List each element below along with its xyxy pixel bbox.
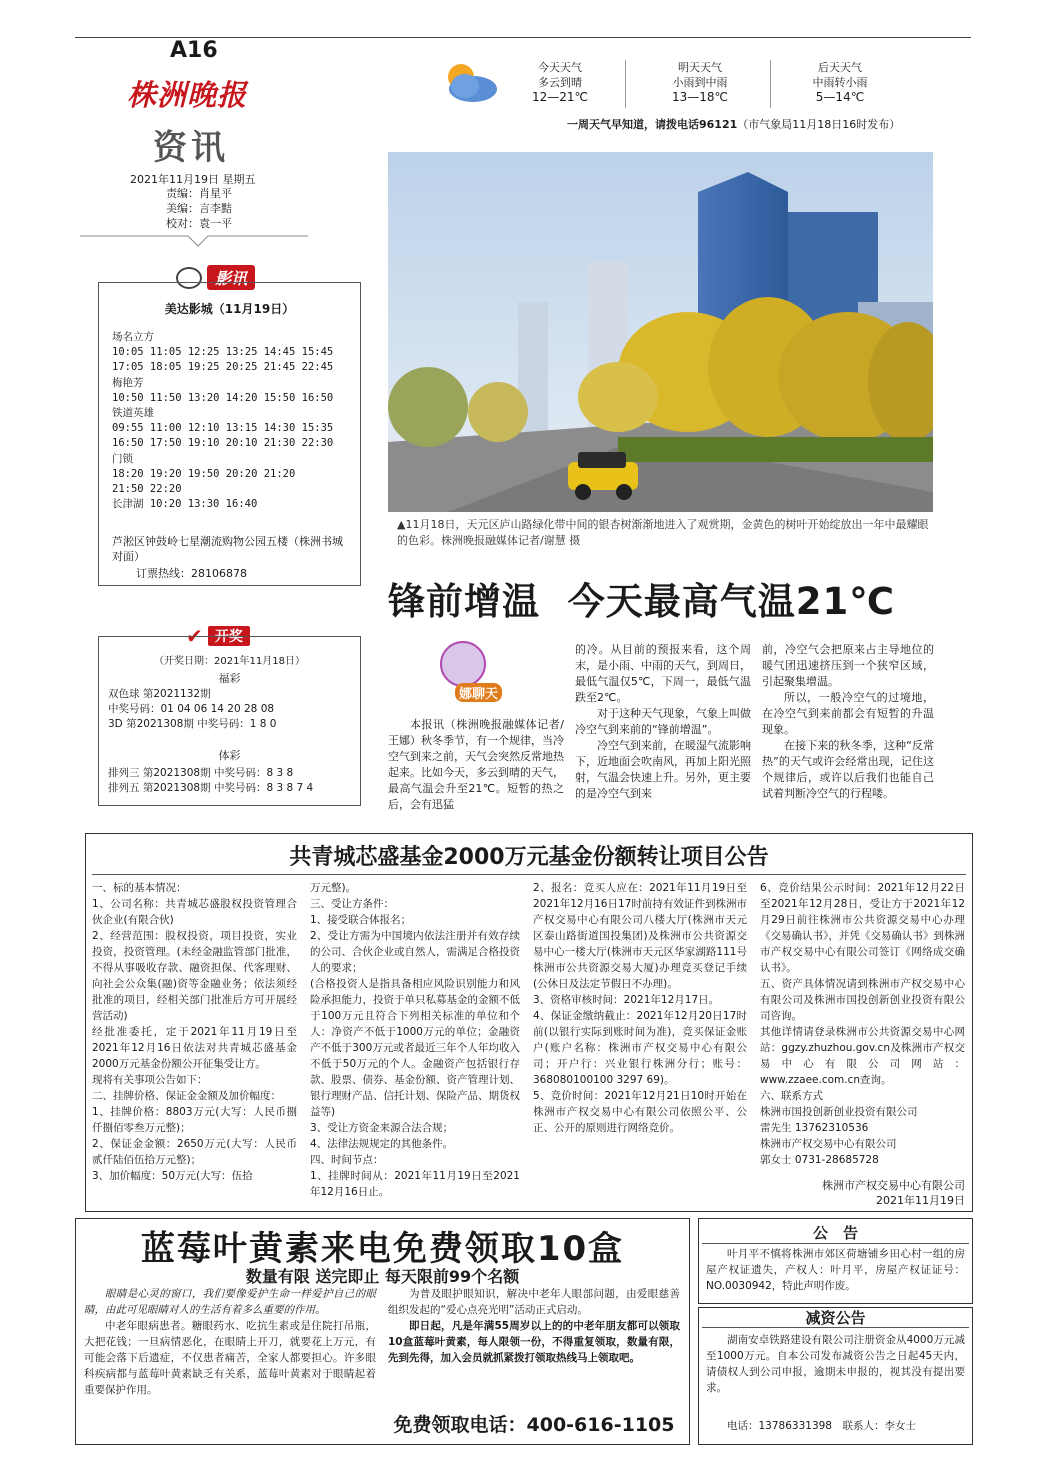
fund-title-rule xyxy=(92,874,966,875)
lottery-badge-label: 开奖 xyxy=(208,626,250,646)
check-icon: ✔ xyxy=(186,624,203,648)
weather-today-label: 今天天气 xyxy=(538,61,582,74)
cinema-title: 美达影城（11月19日） xyxy=(164,302,295,316)
fund-notice-title: 共青城芯盛基金2000万元基金份额转让项目公告 xyxy=(289,845,769,870)
notice2-rule xyxy=(702,1327,969,1328)
ad-right-p2: 即日起，凡是年满55周岁以上的的中老年朋友都可以领取10盒蓝莓叶黄素，每人限领一份，不得重复领取，数量有限，先到先得，加入会员就抓紧拨打领取热线马上领取吧。 xyxy=(388,1320,680,1364)
editor-credit: 责编：肖星平 xyxy=(166,187,232,200)
weather-divider xyxy=(770,60,771,108)
weather-after xyxy=(790,60,890,104)
weather-after-label: 后天天气 xyxy=(818,61,862,74)
photo-caption: ▲11月18日，天元区庐山路绿化带中间的银杏树渐渐地进入了观赏期，金黄色的树叶开始绽放出一年中最耀眼的色彩。株洲晚报融媒体记者/谢慧 摄 xyxy=(397,518,929,547)
ticai-title: 体彩 xyxy=(218,749,241,762)
weather-after-temp: 5—14℃ xyxy=(815,90,865,104)
ticai-results: 排列三 第2021308期 中奖号码：8 3 8 排列五 第2021308期 中奖号码：8 3 8 7 4 xyxy=(108,767,314,794)
story-col-3 xyxy=(762,642,934,802)
ad-right-text xyxy=(388,1286,680,1366)
notice1-rule xyxy=(702,1243,969,1244)
fund-sign-org: 株洲市产权交易中心有限公司 xyxy=(822,1179,965,1192)
designer-credit: 美编：言李黠 xyxy=(166,202,232,215)
notice2-body: 湖南安卓铁路建设有限公司注册资金从4000万元减至1000万元。自本公司发布减资公告之日起45天内，请债权人到公司申报，逾期未申报的，视其没有提出要求。 xyxy=(706,1334,965,1394)
cinema-hotline: 订票热线：28106878 xyxy=(136,567,247,580)
fund-col-2: 万元整)。 三、受让方条件： 1、接受联合体报名； 2、受让方需为中国境内依法注册并有效存续的公司、合伙企业或自然人，需满足合格投资人的要求； (合格投资人是指具备相应风险识别能力和风险承担能力，投资于单只私募基金的金额不低于100万元且符合下列相关标准的单位和个人：净资产不低于1000万元的单位；金融资产不低于300万元或者最近三年个人年均收入不低于50万元的个人。金融资产包括银行存款、股票、债券、基金份额、资产管理计划、银行理财产品、信托计划、保险产品、期货权益等) 3、受让方资金来源合法合规； 4、法律法规规定的其他条件。 四、时间节点： 1、挂牌时间从：2021年11月19日至2021年12月16日止。 xyxy=(310,882,520,1198)
ad-phone: 免费领取电话：400-616-1105 xyxy=(393,1414,675,1436)
weather-today-temp: 12—21℃ xyxy=(531,90,588,104)
cinema-badge-label: 影讯 xyxy=(207,265,255,290)
story-col-1 xyxy=(388,717,564,813)
ad-left-text xyxy=(84,1286,376,1398)
ad-subheadline: 数量有限 送完即止 每天限前99个名额 xyxy=(245,1267,520,1286)
cloudy-sun-icon xyxy=(437,55,501,107)
weather-tomorrow xyxy=(650,60,750,104)
column-badge: 娜聊天 xyxy=(455,683,502,702)
paper-logo: 株洲晚报 xyxy=(127,78,248,112)
masthead-pointer xyxy=(80,228,380,248)
story-p7: 在接下来的秋冬季，这种“反常热”的天气或许会经常出现，记住这个规律后，或许以后我们也能自己试着判断冷空气的行程喽。 xyxy=(762,739,934,800)
proofreader-credit: 校对：袁一平 xyxy=(166,217,232,230)
fund-sign-date: 2021年11月19日 xyxy=(876,1194,965,1207)
weather-tomorrow-temp: 13—18℃ xyxy=(671,90,728,104)
weather-after-cond: 中雨转小雨 xyxy=(812,76,868,89)
fund-col-4: 6、竞价结果公示时间：2021年12月22日至2021年12月28日，受让方于2021年12月29日前往株洲市公共资源交易中心办理《交易确认书》，并凭《交易确认书》到株洲市产权交易中心有限公司签订《网络成交确认书》。 五、资产具体情况请到株洲市产权交易中心有限公司及株洲市国投创新创业投资有限公司咨询。 其他详情请登录株洲市公共资源交易中心网站：ggzy.zhuzhou.gov.cn及株洲市产权交易中心有限公司网站：www.zzaee.com.cn查询。 六、联系方式 株洲市国投创新创业投资有限公司 雷先生 13762310536 株洲市产权交易中心有限公司 郭女士 0731-28685728 xyxy=(760,882,965,1166)
page-number: A16 xyxy=(170,38,218,63)
weather-hotline-text: 一周天气早知道，请拨电话96121 xyxy=(567,118,738,131)
story-p4: 冷空气到来前，在暖湿气流影响下，近地面会吹南风，再加上阳光照射，气温会快速上升。另外，更主要的是冷空气到来 xyxy=(575,739,751,800)
cinema-listing: 场名立方 10:05 11:05 12:25 13:25 14:45 15:45 17:05 18:05 19:25 20:25 21:45 22:45 梅艳芳 10:50 11:50 13:20 14:20 15:50 16:50 铁道英雄 09:55 11:00 12:10 13:15 14:30 15:35 16:50 17:50 19:10 20:10 21:30 22:30 门锁 18:20 19:20 19:50 20:20 21:20 21:50 22:20 长津湖 10:20 13:30 16:40 xyxy=(112,331,334,511)
story-col-2 xyxy=(575,642,751,802)
fund-col-1: 一、标的基本情况： 1、公司名称：共青城芯盛股权投资管理合伙企业(有限合伙) 2、经营范围：股权投资，项目投资，实业投资，投资管理。(未经金融监管部门批准，不得从事吸收存款、融资担保、代客理财、向社会公众集(融)资等金融业务；依法须经批准的项目，经相关部门批准后方可开展经营活动) 经批准委托，定于2021年11月19日至2021年12月16日依法对共青城芯盛基金2000万元基金份额公开征集受让方。 现将有关事项公告如下： 二、挂牌价格、保证金金额及加价幅度： 1、挂牌价格：8803万元(大写：人民币捌仟捌佰零叁万元整)； 2、保证金金额：2650万元(大写：人民币贰仟陆佰伍拾万元整)； 3、加价幅度：50万元(大写：伍拾 xyxy=(92,882,297,1182)
ad-right-p1: 为普及眼护眼知识，解决中老年人眼部问题，由爱眼慈善组织发起的“爱心点亮光明”活动正式启动。 xyxy=(388,1288,680,1316)
weather-today-cond: 多云到晴 xyxy=(538,76,582,89)
story-p2: 的冷。从目前的预报来看，这个周末，是小雨、中雨的天气，到周日，最低气温仅5℃，下周一，最低气温跌至2℃。 xyxy=(575,643,751,704)
notice1-title: 公 告 xyxy=(812,1224,858,1242)
lottery-date: （开奖日期：2021年11月18日） xyxy=(154,656,305,667)
story-p5: 前，冷空气会把原来占主导地位的暖气团迅速挤压到一个狭窄区域，引起聚集增温。 xyxy=(762,643,934,688)
story-p6: 所以，一般冷空气的过境地，在冷空气到来前都会有短暂的升温现象。 xyxy=(762,691,934,736)
fucai-title: 福彩 xyxy=(218,672,241,685)
cinema-address: 芦淞区钟鼓岭七星潮流购物公园五楼（株洲书城对面） xyxy=(112,535,343,563)
story-p1: 本报讯（株洲晚报融媒体记者/王娜）秋冬季节，有一个规律，当冷空气到来之前，天气会突然反常地热起来。比如今天，多云到晴的天气，最高气温会升至21℃。短暂的热之后，会有迅猛 xyxy=(388,718,564,811)
weather-hotline xyxy=(567,117,900,132)
weather-divider xyxy=(625,60,626,108)
ad-headline: 蓝莓叶黄素来电免费领取10盒 xyxy=(140,1229,625,1269)
story-p3: 对于这种天气现象，气象上叫做冷空气到来前的“锋前增温”。 xyxy=(575,707,751,736)
weather-tomorrow-cond: 小雨到中雨 xyxy=(672,76,728,89)
weather-today xyxy=(515,60,605,104)
columnist-avatar xyxy=(440,641,486,687)
fucai-results: 双色球 第2021132期 中奖号码：01 04 06 14 20 28 08 3D 第2021308期 中奖号码：1 8 0 xyxy=(108,688,277,730)
weather-tomorrow-label: 明天天气 xyxy=(678,61,722,74)
notice2-contact: 电话：13786331398 联系人：李女士 xyxy=(727,1420,916,1432)
notice2-title: 减资公告 xyxy=(805,1309,866,1327)
notice1-body: 叶月平不慎将株洲市郊区荷塘铺乡田心村一组的房屋产权证遗失，产权人：叶月平，房屋产权证证号：NO.0030942，特此声明作废。 xyxy=(706,1248,965,1292)
story-headline: 锋前增温 今天最高气温21℃ xyxy=(388,580,896,623)
weather-source: （市气象局11月18日16时发布） xyxy=(737,118,901,131)
ginkgo-street-photo xyxy=(388,152,933,512)
section-title: 资讯 xyxy=(153,128,229,168)
ad-left-p1: 眼睛是心灵的窗口，我们要像爱护生命一样爱护自己的眼睛，由此可见眼睛对人的生活有着多么重要的作用。 xyxy=(84,1288,376,1316)
issue-date: 2021年11月19日 星期五 xyxy=(130,173,256,186)
fund-col-3: 2、报名：竞买人应在：2021年11月19日至2021年12月16日17时前持有效证件到株洲市产权交易中心有限公司八楼大厅(株洲市天元区泰山路街道国投集团)及株洲市公共资源交易中心一楼大厅(株洲市天元区华家湖路111号株洲市公共资源交易大厦)办理竞买登记手续(公休日及法定节假日不办理)。 3、资格审核时间：2021年12月17日。 4、保证金缴纳截止：2021年12月20日17时前(以银行实际到账时间为准)，竞买保证金账户(账户名称：株洲市产权交易中心有限公司；开户行：兴业银行株洲分行；账号：368080100100 3297 69)。 5、竞价时间：2021年12月21日10时开始在株洲市产权交易中心有限公司依照公平、公正、公开的原则进行网络竞价。 xyxy=(533,882,747,1134)
ad-left-p2: 中老年眼病患者。糖眼药水、吃抗生素或是住院打吊瓶，大把花钱；一旦病情恶化，在眼睛上开刀，就要花上万元，有可能会落下后遗症，不仅患者痛苦，全家人都要担心。许多眼科疾病都与蓝莓叶黄素缺乏有关系，蓝莓叶黄素对于眼睛起着重要保护作用。 xyxy=(84,1320,376,1396)
